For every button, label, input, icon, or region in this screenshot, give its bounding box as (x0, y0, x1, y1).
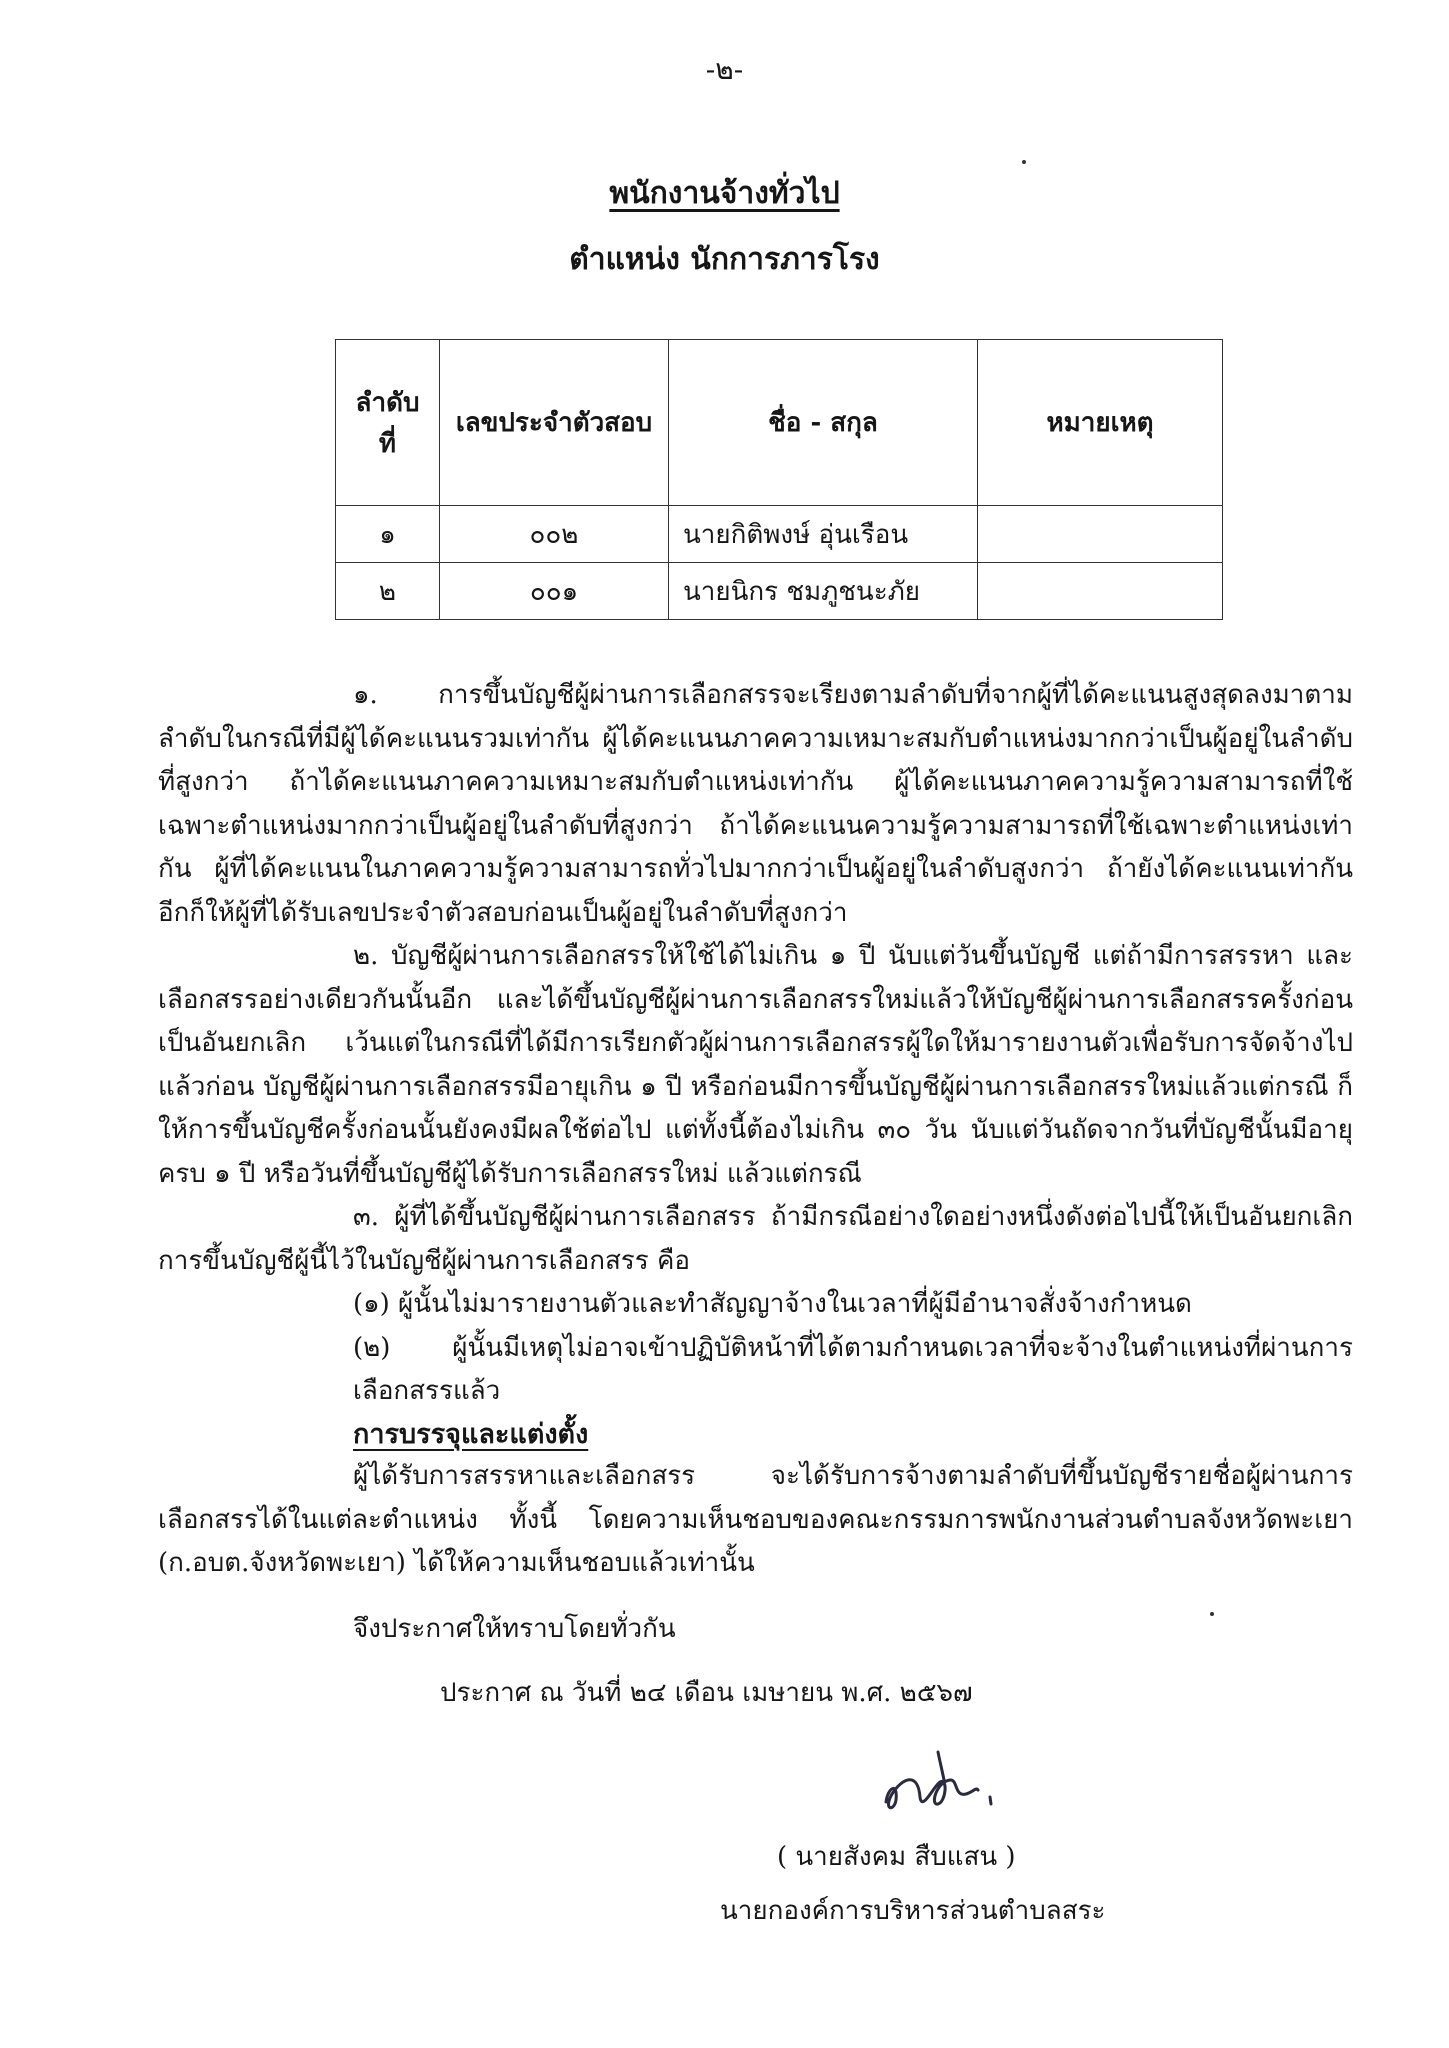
rule-item-2: (๒) ผู้นั้นมีเหตุไม่อาจเข้าปฏิบัติหน้าที่ได้ตามกำหนดเวลาที่จะจ้างในตำแหน่งที่ผ่านการเลือกสรรแล้ว (353, 1332, 1353, 1406)
cell-exam-id: ๐๐๑ (440, 563, 669, 620)
scan-speck (1022, 160, 1026, 164)
signature-image (878, 1742, 1018, 1827)
heading-category: พนักงานจ้างทั่วไป (609, 176, 840, 211)
cell-name: นายนิกร ชมภูชนะภัย (669, 563, 978, 620)
results-table (335, 339, 1223, 620)
table-header-row (336, 340, 1223, 506)
rule-paragraph-3: ๓. ผู้ที่ได้ขึ้นบัญชีผู้ผ่านการเลือกสรร ถ้ามีกรณีอย่างใดอย่างหนึ่งดังต่อไปนี้ให้เป็นอันยกเลิกการขึ้นบัญชีผู้นี้ไว้ในบัญชีผู้ผ่านการเลือกสรร คือ (158, 1202, 1353, 1276)
appointment-text: ผู้ได้รับการสรรหาและเลือกสรร จะได้รับการจ้างตามลำดับที่ขึ้นบัญชีรายชื่อผู้ผ่านการเลือกสรรได้ในแต่ละตำแหน่ง ทั้งนี้ โดยความเห็นชอบของคณะกรรมการพนักงานส่วนตำบลจังหวัดพะเยา (ก.อบต.จังหวัดพะเยา) ได้ให้ความเห็นชอบแล้วเท่านั้น (158, 1461, 1353, 1578)
rules-section (158, 674, 1353, 1414)
appointment-section (158, 1455, 1353, 1586)
col-header-order: ลำดับที่ (336, 340, 440, 506)
page-number: -๒- (705, 53, 744, 86)
col-header-name: ชื่อ - สกุล (669, 340, 978, 506)
announce-text: จึงประกาศให้ทราบโดยทั่วกัน (353, 1614, 676, 1644)
rule-item-1: (๑) ผู้นั้นไม่มารายงานตัวและทำสัญญาจ้างในเวลาที่ผู้มีอำนาจสั่งจ้างกำหนด (353, 1289, 1192, 1319)
signer-title: นายกองค์การบริหารส่วนตำบลสระ (720, 1896, 1106, 1926)
col-header-exam-id: เลขประจำตัวสอบ (440, 340, 669, 506)
signer-name: ( นายสังคม สืบแสน ) (777, 1842, 1016, 1872)
date-line: ประกาศ ณ วันที่ ๒๔ เดือน เมษายน พ.ศ. ๒๕๖๗ (440, 1678, 973, 1708)
rule-paragraph-2: ๒. บัญชีผู้ผ่านการเลือกสรรให้ใช้ได้ไม่เกิน ๑ ปี นับแต่วันขึ้นบัญชี แต่ถ้ามีการสรรหา และเลือกสรรอย่างเดียวกันนั้นอีก และได้ขึ้นบัญชีผู้ผ่านการเลือกสรรใหม่แล้วให้บัญชีผู้ผ่านการเลือกสรรครั้งก่อนเป็นอันยกเลิก เว้นแต่ในกรณีที่ได้มีการเรียกตัวผู้ผ่านการเลือกสรรผู้ใดให้มารายงานตัวเพื่อรับการจัดจ้างไปแล้วก่อน บัญชีผู้ผ่านการเลือกสรรมีอายุเกิน ๑ ปี หรือก่อนมีการขึ้นบัญชีผู้ผ่านการเลือกสรรใหม่แล้วแต่กรณี ก็ให้การขึ้นบัญชีครั้งก่อนนั้นยังคงมีผลใช้ต่อไป แต่ทั้งนี้ต้องไม่เกิน ๓๐ วัน นับแต่วันถัดจากวันที่บัญชีนั้นมีอายุครบ ๑ ปี หรือวันที่ขึ้นบัญชีผู้ได้รับการเลือกสรรใหม่ แล้วแต่กรณี (158, 941, 1353, 1189)
cell-order: ๑ (336, 506, 440, 563)
cell-note (978, 563, 1223, 620)
scan-speck (1210, 1612, 1214, 1616)
rule-paragraph-1: ๑. การขึ้นบัญชีผู้ผ่านการเลือกสรรจะเรียงตามลำดับที่จากผู้ที่ได้คะแนนสูงสุดลงมาตามลำดับในกรณีที่มีผู้ได้คะแนนรวมเท่ากัน ผู้ได้คะแนนภาคความเหมาะสมกับตำแหน่งมากกว่าเป็นผู้อยู่ในลำดับที่สูงกว่า ถ้าได้คะแนนภาคความเหมาะสมกับตำแหน่งเท่ากัน ผู้ได้คะแนนภาคความรู้ความสามารถที่ใช้เฉพาะตำแหน่งมากกว่าเป็นผู้อยู่ในลำดับที่สูงกว่า ถ้าได้คะแนนความรู้ความสามารถที่ใช้เฉพาะตำแหน่งเท่ากัน ผู้ที่ได้คะแนนในภาคความรู้ความสามารถทั่วไปมากกว่าเป็นผู้อยู่ในลำดับสูงกว่า ถ้ายังได้คะแนนเท่ากันอีกก็ให้ผู้ที่ได้รับเลขประจำตัวสอบก่อนเป็นผู้อยู่ในลำดับที่สูงกว่า (158, 680, 1353, 928)
cell-note (978, 506, 1223, 563)
cell-exam-id: ๐๐๒ (440, 506, 669, 563)
table-row (336, 506, 1223, 563)
appointment-title: การบรรจุและแต่งตั้ง (353, 1419, 589, 1450)
heading-position: ตำแหน่ง นักการภารโรง (569, 242, 880, 277)
cell-name: นายกิติพงษ์ อุ่นเรือน (669, 506, 978, 563)
col-header-note: หมายเหตุ (978, 340, 1223, 506)
cell-order: ๒ (336, 563, 440, 620)
table-row (336, 563, 1223, 620)
